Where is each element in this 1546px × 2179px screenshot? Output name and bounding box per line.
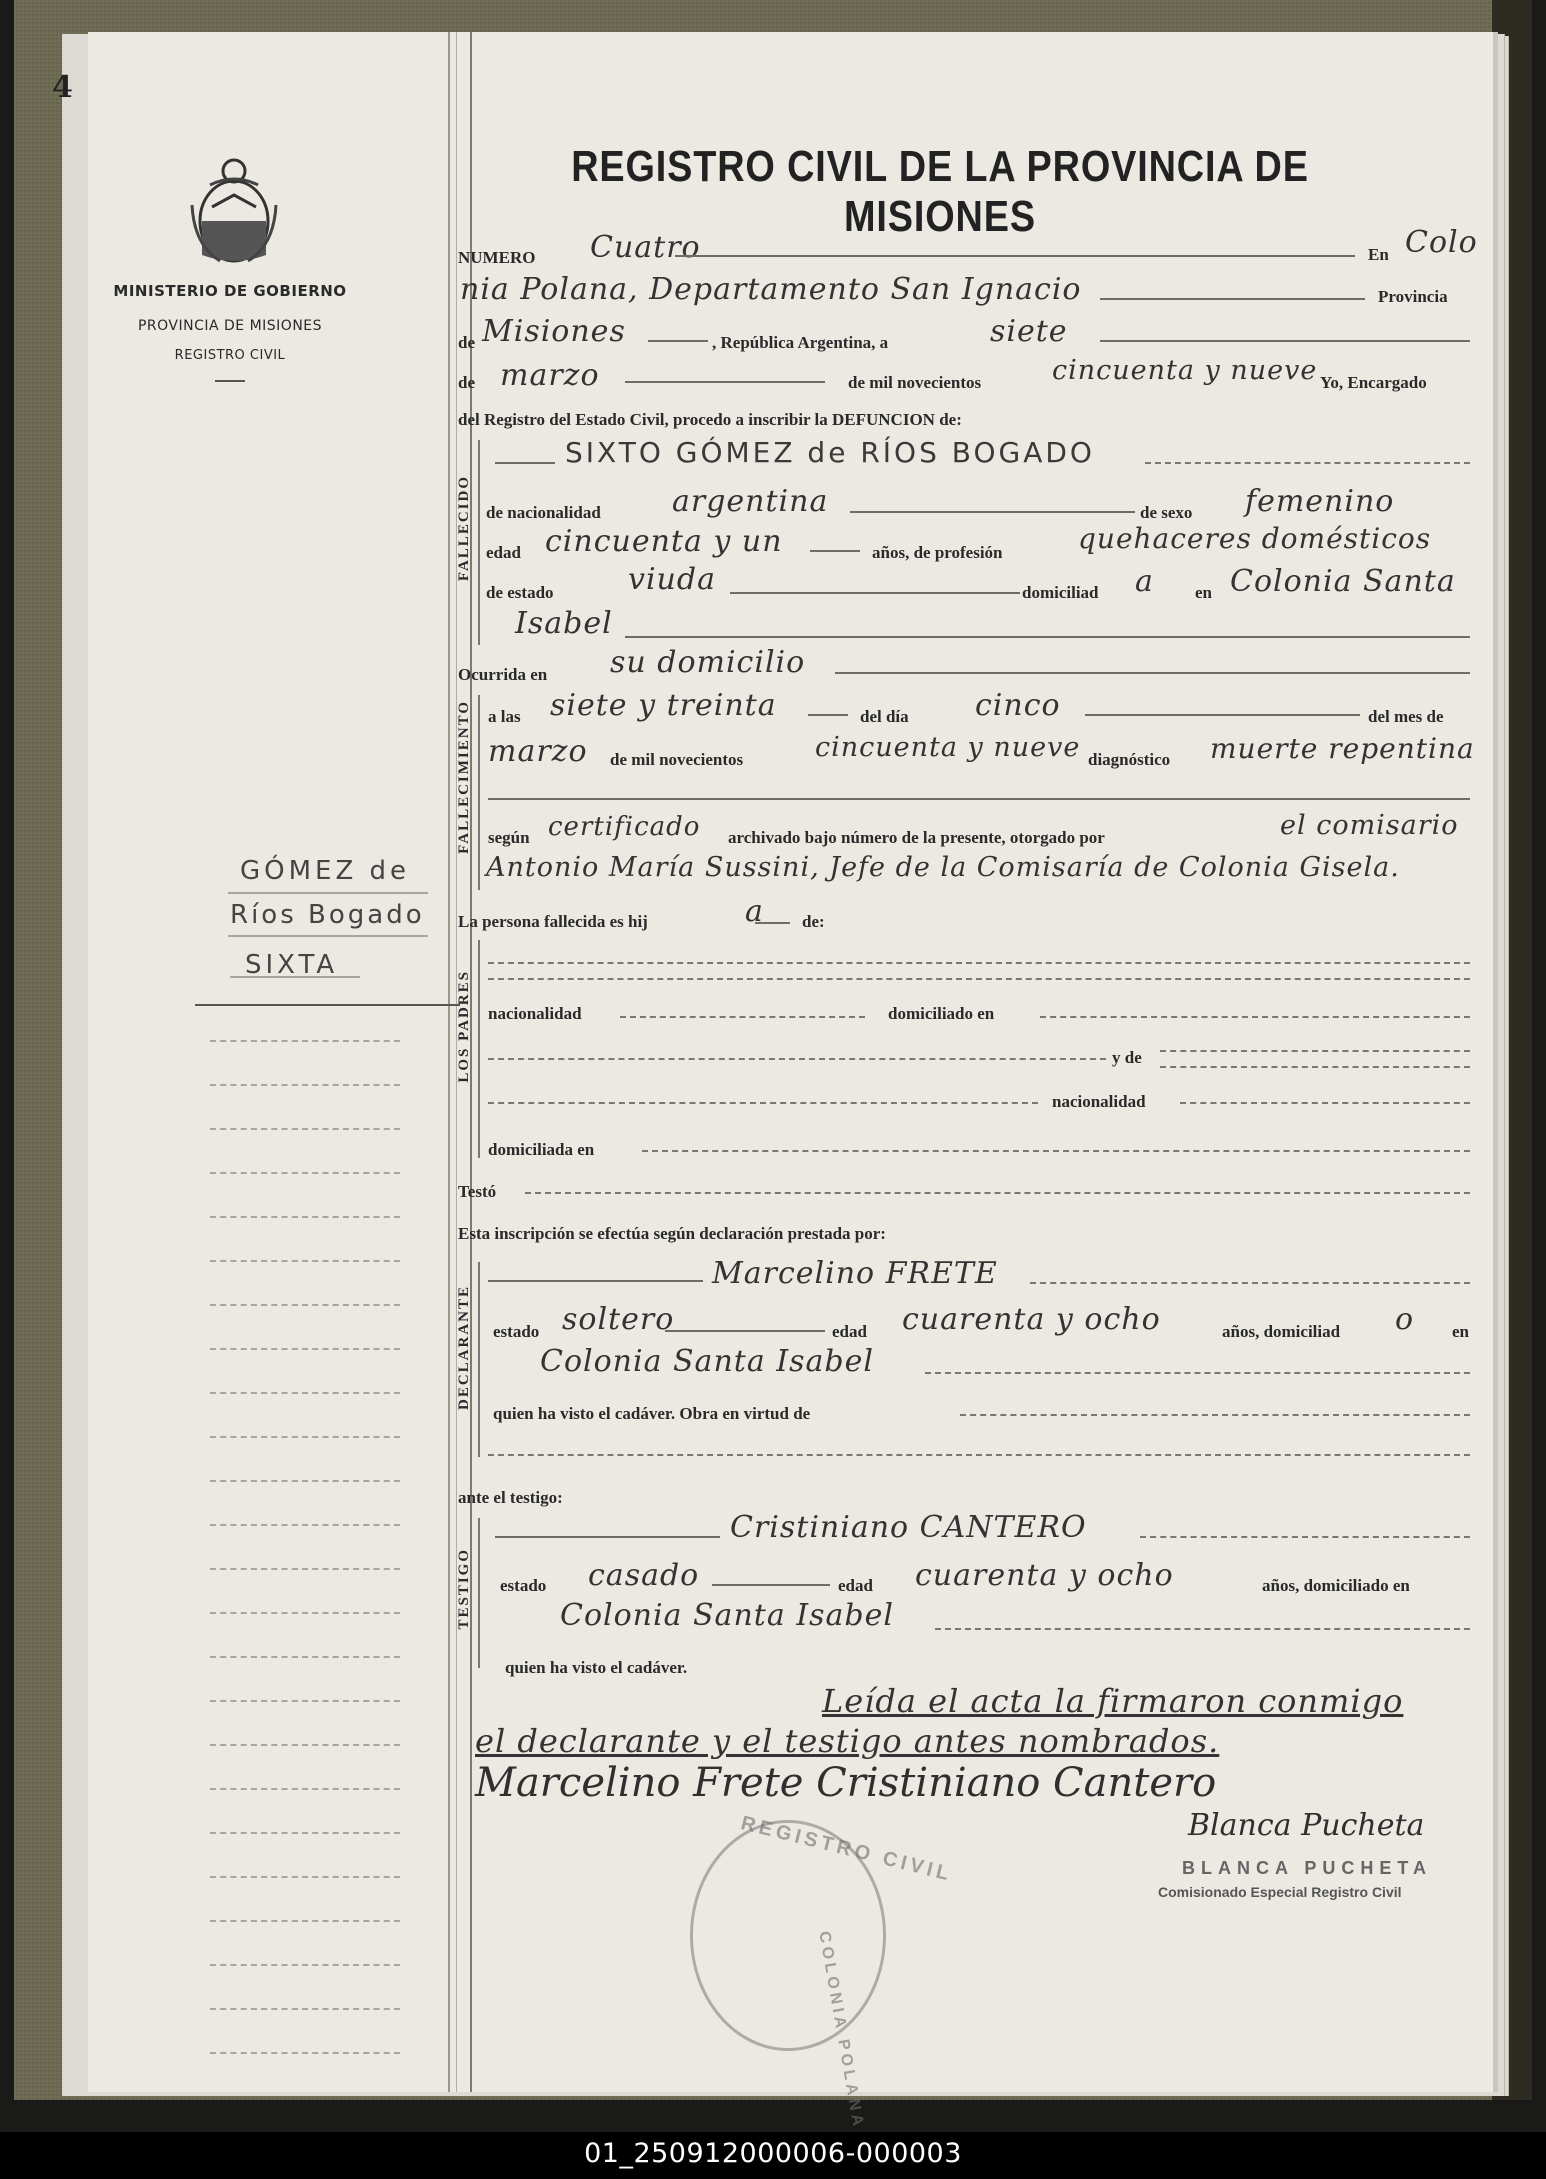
anio-label: de mil novecientos: [610, 750, 744, 769]
segun-label: según: [488, 828, 530, 847]
fill-line: [625, 381, 825, 383]
margin-rule: [210, 1040, 400, 1042]
fill-line: [495, 1536, 720, 1538]
margin-rule: [210, 2008, 400, 2010]
declarante-estado-label: estado: [493, 1322, 540, 1341]
fill-line: [1085, 714, 1360, 716]
ocurrida-label: Ocurrida en: [458, 665, 548, 684]
fill-line: [625, 636, 1470, 638]
dia-value: cinco: [975, 688, 1061, 723]
fill-line: [1160, 1050, 1470, 1052]
nacionalidad-madre-label: nacionalidad: [1052, 1092, 1146, 1111]
section-declarante: DECLARANTE: [456, 1285, 472, 1411]
testigo-edad-label: edad: [838, 1576, 873, 1595]
hora-value: siete y treinta: [550, 688, 777, 723]
declarante-anios-label: años, domiciliad: [1222, 1322, 1341, 1341]
estado-label: de estado: [486, 583, 554, 602]
year-label: de mil novecientos: [848, 373, 982, 392]
testigo-edad-value: cuarenta y ocho: [915, 1558, 1174, 1593]
margin-rule: [210, 1788, 400, 1790]
year-value: cincuenta y nueve: [1052, 355, 1318, 386]
office-name: REGISTRO CIVIL: [174, 348, 286, 363]
party-signatures: Marcelino Frete Cristiniano Cantero: [475, 1760, 1217, 1806]
registro-label: del Registro del Estado Civil, procedo a inscribir la DEFUNCION de:: [458, 410, 962, 429]
fill-line: [488, 1454, 1470, 1456]
declarante-domicilio-value: Colonia Santa Isabel: [540, 1344, 874, 1379]
a-las-label: a las: [488, 707, 521, 726]
margin-rule: [210, 1348, 400, 1350]
section-padres: LOS PADRES: [456, 970, 472, 1083]
padres-de-label: de:: [802, 912, 825, 931]
margin-rule: [230, 976, 360, 978]
testigo-anios-label: años, domiciliado en: [1262, 1576, 1410, 1595]
fill-line: [1030, 1282, 1470, 1284]
declarante-domiciliad-value: o: [1395, 1302, 1415, 1337]
sexo-label: de sexo: [1140, 503, 1193, 522]
margin-rule: [195, 1004, 460, 1006]
section-bracket: [478, 1262, 480, 1457]
testigo-estado-value: casado: [588, 1558, 700, 1593]
margin-rule: [210, 1832, 400, 1834]
fill-line: [712, 1584, 830, 1586]
domiciliado-label: domiciliado en: [888, 1004, 995, 1023]
fill-line: [1180, 1102, 1470, 1104]
declarante-visto-label: quien ha visto el cadáver. Obra en virtud de: [493, 1404, 811, 1423]
margin-rule: [210, 1876, 400, 1878]
margin-rule: [228, 935, 428, 937]
mes-label: del mes de: [1368, 707, 1444, 726]
fill-line: [525, 1192, 1470, 1194]
encargado-label: Yo, Encargado: [1320, 373, 1427, 392]
margin-rule: [210, 2052, 400, 2054]
image-caption: 01_250912000006-000003: [584, 2138, 962, 2169]
official-title: Comisionado Especial Registro Civil: [1158, 1884, 1402, 1900]
province-value: Misiones: [482, 314, 626, 349]
fill-line: [1140, 1536, 1470, 1538]
closing-line-2: el declarante y el testigo antes nombrados.: [475, 1722, 1220, 1760]
otorgado-value: el comisario: [1280, 810, 1459, 841]
margin-rule: [210, 1920, 400, 1922]
margin-rule: [210, 1304, 400, 1306]
declarante-edad-value: cuarenta y ocho: [902, 1302, 1161, 1337]
edad-label: edad: [486, 543, 521, 562]
coat-of-arms-icon: [190, 155, 278, 265]
fill-line: [810, 550, 860, 552]
provincia-label: Provincia: [1378, 287, 1448, 306]
fill-line: [488, 1102, 1038, 1104]
diagnostico-label: diagnóstico: [1088, 750, 1171, 769]
fill-line: [925, 1372, 1470, 1374]
numero-label: NUMERO: [458, 248, 536, 267]
fill-line: [850, 511, 1135, 513]
de-label: de: [458, 333, 475, 352]
domiciliada-label: domiciliada en: [488, 1140, 595, 1159]
margin-rule: [210, 1216, 400, 1218]
nacionalidad-padre-label: nacionalidad: [488, 1004, 582, 1023]
hija-value: a: [745, 894, 764, 929]
nacionalidad-value: argentina: [672, 484, 829, 519]
hija-label: La persona fallecida es hij: [458, 912, 648, 931]
margin-note-line-3: SIXTA: [245, 950, 339, 980]
place-value: nia Polana, Departamento San Ignacio: [460, 272, 1082, 307]
section-fallecimiento: FALLECIMIENTO: [456, 700, 472, 854]
testigo-name: Cristiniano CANTERO: [730, 1510, 1087, 1545]
en-value: Colo: [1405, 225, 1478, 260]
section-bracket: [478, 695, 480, 890]
section-bracket: [478, 1518, 480, 1668]
official-signature: Blanca Pucheta: [1188, 1808, 1425, 1843]
margin-rule: [210, 1524, 400, 1526]
fill-line: [1040, 1016, 1470, 1018]
fill-line: [488, 1058, 1106, 1060]
segun-value: certificado: [548, 812, 701, 842]
de2-label: de: [458, 373, 475, 392]
margin-rule: [210, 1480, 400, 1482]
day-value: siete: [990, 314, 1068, 349]
stamp-text-2: COLONIA POLANA: [815, 1930, 867, 2132]
fill-line: [488, 798, 1470, 800]
fill-line: [620, 1016, 865, 1018]
closing-line-1: Leída el acta la firmaron conmigo: [822, 1682, 1404, 1720]
fill-line: [808, 714, 848, 716]
page-edge: [1493, 32, 1498, 2092]
margin-rule: [228, 892, 428, 894]
y-de-label: y de: [1112, 1048, 1142, 1067]
declarante-en-label: en: [1452, 1322, 1469, 1341]
margin-rule: [210, 1392, 400, 1394]
section-fallecido: FALLECIDO: [456, 475, 472, 582]
margin-rule: [210, 1260, 400, 1262]
fill-line: [1100, 340, 1470, 342]
diagnostico-value: muerte repentina: [1210, 732, 1475, 765]
mes-value: marzo: [488, 734, 588, 769]
numero-value: Cuatro: [590, 230, 701, 265]
archivado-label: archivado bajo número de la presente, otorgado por: [728, 828, 1105, 847]
declarante-estado-value: soltero: [562, 1302, 675, 1337]
testigo-estado-label: estado: [500, 1576, 547, 1595]
margin-rule: [210, 1128, 400, 1130]
testigo-intro: ante el testigo:: [458, 1488, 563, 1507]
margin-rule: [210, 1084, 400, 1086]
margin-rule: [210, 1612, 400, 1614]
estado-value: viuda: [628, 562, 716, 597]
edad-value: cincuenta y un: [545, 524, 783, 559]
en-label: en: [1195, 583, 1212, 602]
fill-line: [665, 1330, 825, 1332]
divider: [215, 380, 245, 382]
official-name: BLANCA PUCHETA: [1182, 1858, 1432, 1878]
document-title: REGISTRO CIVIL DE LA PROVINCIA DE MISIONES: [571, 142, 1309, 241]
dia-label: del día: [860, 707, 909, 726]
profesion-label: años, de profesión: [872, 543, 1003, 562]
margin-rule: [210, 1656, 400, 1658]
section-bracket: [478, 940, 480, 1158]
page-number: 4: [52, 70, 73, 105]
margin-rule: [210, 1172, 400, 1174]
nacionalidad-label: de nacionalidad: [486, 503, 601, 522]
declarante-name: Marcelino FRETE: [712, 1256, 998, 1291]
sexo-value: femenino: [1245, 484, 1395, 519]
fill-line: [730, 592, 1020, 594]
declarante-edad-label: edad: [832, 1322, 867, 1341]
ministry-name: MINISTERIO DE GOBIERNO: [113, 282, 347, 300]
fill-line: [755, 922, 790, 924]
profesion-value: quehaceres domésticos: [1078, 522, 1432, 555]
anio-value: cincuenta y nueve: [815, 732, 1081, 763]
province-name: PROVINCIA DE MISIONES: [137, 318, 323, 334]
fill-line: [488, 1280, 703, 1282]
testigo-domicilio-value: Colonia Santa Isabel: [560, 1598, 894, 1633]
fill-line: [960, 1414, 1470, 1416]
fill-line: [488, 978, 1470, 980]
testigo-visto-label: quien ha visto el cadáver.: [505, 1658, 688, 1677]
domicilio-value-2: Isabel: [515, 606, 613, 641]
section-testigo: TESTIGO: [456, 1548, 472, 1630]
stamp-text: REGISTRO CIVIL: [738, 1812, 955, 1886]
fill-line: [1145, 462, 1470, 464]
margin-rule: [210, 1700, 400, 1702]
fill-line: [495, 462, 555, 464]
ocurrida-value: su domicilio: [610, 645, 806, 680]
fallecido-name: SIXTO GÓMEZ de RÍOS BOGADO: [565, 436, 1095, 469]
margin-note-line-1: GÓMEZ de: [240, 856, 411, 886]
margin-column: [88, 32, 450, 2092]
fill-line: [835, 672, 1470, 674]
domicilio-value: Colonia Santa: [1230, 564, 1456, 599]
margin-rule: [210, 1744, 400, 1746]
margin-rule: [210, 1436, 400, 1438]
declarante-intro: Esta inscripción se efectúa según declaración prestada por:: [458, 1224, 886, 1243]
fill-line: [488, 962, 1470, 964]
domiciliad-label: domiciliad: [1022, 583, 1099, 602]
fill-line: [642, 1150, 1470, 1152]
en-label: En: [1368, 245, 1389, 264]
margin-rule: [210, 1964, 400, 1966]
domiciliad-value: a: [1135, 564, 1154, 599]
republica-label: , República Argentina, a: [712, 333, 889, 352]
section-bracket: [478, 440, 480, 645]
fill-line: [648, 340, 708, 342]
margin-note-line-2: Ríos Bogado: [230, 900, 425, 930]
margin-rule: [210, 1568, 400, 1570]
fill-line: [675, 255, 1355, 257]
fill-line: [1100, 298, 1365, 300]
fill-line: [1160, 1066, 1470, 1068]
fill-line: [935, 1628, 1470, 1630]
testo-label: Testó: [458, 1182, 497, 1201]
month-value: marzo: [500, 358, 600, 393]
otorgado-value-2: Antonio María Sussini, Jefe de la Comisaría de Colonia Gisela.: [486, 852, 1400, 883]
